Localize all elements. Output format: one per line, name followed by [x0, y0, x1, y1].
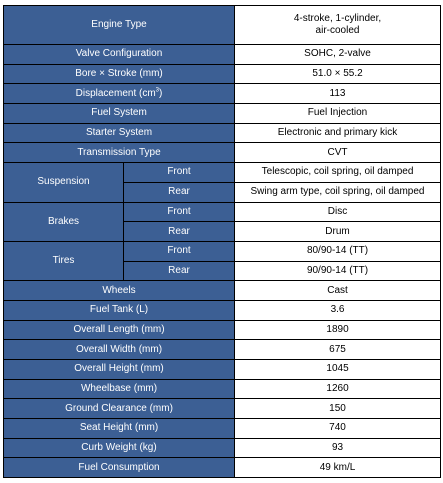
tires-rear-value: 90/90-14 (TT) [235, 261, 441, 281]
row-starter-system [4, 123, 441, 143]
row-overall-width [4, 340, 441, 360]
fuel-consumption-value: 49 km/L [235, 458, 441, 478]
engine-type-value [235, 6, 441, 45]
row-displacement [4, 84, 441, 104]
tires-label: Tires [4, 241, 124, 280]
tires-rear-label: Rear [124, 261, 235, 281]
engine-type-value-line2: air-cooled [315, 25, 360, 36]
ground-clearance-label: Ground Clearance (mm) [4, 399, 235, 419]
row-ground-clearance [4, 399, 441, 419]
curb-weight-label: Curb Weight (kg) [4, 438, 235, 458]
tires-front-label: Front [124, 241, 235, 261]
brakes-rear-value: Drum [235, 222, 441, 242]
overall-length-label: Overall Length (mm) [4, 320, 235, 340]
suspension-rear-value: Swing arm type, coil spring, oil damped [235, 182, 441, 202]
brakes-front-label: Front [124, 202, 235, 222]
suspension-front-label: Front [124, 163, 235, 183]
ground-clearance-value: 150 [235, 399, 441, 419]
valve-configuration-label: Valve Configuration [4, 45, 235, 65]
displacement-label-prefix: Displacement (cm [75, 87, 156, 99]
displacement-label-superscript: 3 [155, 87, 160, 94]
curb-weight-value: 93 [235, 438, 441, 458]
row-engine-type [4, 6, 441, 45]
engine-type-label: Engine Type [4, 6, 235, 45]
suspension-rear-label: Rear [124, 182, 235, 202]
fuel-system-value: Fuel Injection [235, 104, 441, 124]
transmission-type-label: Transmission Type [4, 143, 235, 163]
row-wheelbase [4, 379, 441, 399]
tires-front-value: 80/90-14 (TT) [235, 241, 441, 261]
row-wheels [4, 281, 441, 301]
overall-width-value: 675 [235, 340, 441, 360]
engine-type-value-line1: 4-stroke, 1-cylinder, [293, 13, 382, 24]
fuel-tank-value: 3.6 [235, 300, 441, 320]
overall-height-value: 1045 [235, 360, 441, 380]
brakes-rear-label: Rear [124, 222, 235, 242]
starter-system-label: Starter System [4, 123, 235, 143]
displacement-label [4, 84, 235, 104]
displacement-label-suffix: ) [159, 87, 163, 99]
valve-configuration-value: SOHC, 2-valve [235, 45, 441, 65]
wheels-value: Cast [235, 281, 441, 301]
transmission-type-value: CVT [235, 143, 441, 163]
row-seat-height [4, 419, 441, 439]
suspension-front-value: Telescopic, coil spring, oil damped [235, 163, 441, 183]
row-fuel-system [4, 104, 441, 124]
suspension-label: Suspension [4, 163, 124, 202]
row-overall-length [4, 320, 441, 340]
specifications-table [3, 5, 441, 478]
row-overall-height [4, 360, 441, 380]
overall-width-label: Overall Width (mm) [4, 340, 235, 360]
overall-length-value: 1890 [235, 320, 441, 340]
row-bore-stroke [4, 64, 441, 84]
overall-height-label: Overall Height (mm) [4, 360, 235, 380]
fuel-consumption-label: Fuel Consumption [4, 458, 235, 478]
wheelbase-value: 1260 [235, 379, 441, 399]
starter-system-value: Electronic and primary kick [235, 123, 441, 143]
seat-height-label: Seat Height (mm) [4, 419, 235, 439]
bore-stroke-label: Bore × Stroke (mm) [4, 64, 235, 84]
seat-height-value: 740 [235, 419, 441, 439]
brakes-label: Brakes [4, 202, 124, 241]
brakes-front-value: Disc [235, 202, 441, 222]
row-suspension-front [4, 163, 441, 183]
row-transmission-type [4, 143, 441, 163]
bore-stroke-value: 51.0 × 55.2 [235, 64, 441, 84]
row-brakes-front [4, 202, 441, 222]
displacement-value: 113 [235, 84, 441, 104]
fuel-system-label: Fuel System [4, 104, 235, 124]
row-valve-configuration [4, 45, 441, 65]
wheelbase-label: Wheelbase (mm) [4, 379, 235, 399]
row-fuel-tank [4, 300, 441, 320]
row-fuel-consumption [4, 458, 441, 478]
wheels-label: Wheels [4, 281, 235, 301]
row-tires-front [4, 241, 441, 261]
row-curb-weight [4, 438, 441, 458]
fuel-tank-label: Fuel Tank (L) [4, 300, 235, 320]
